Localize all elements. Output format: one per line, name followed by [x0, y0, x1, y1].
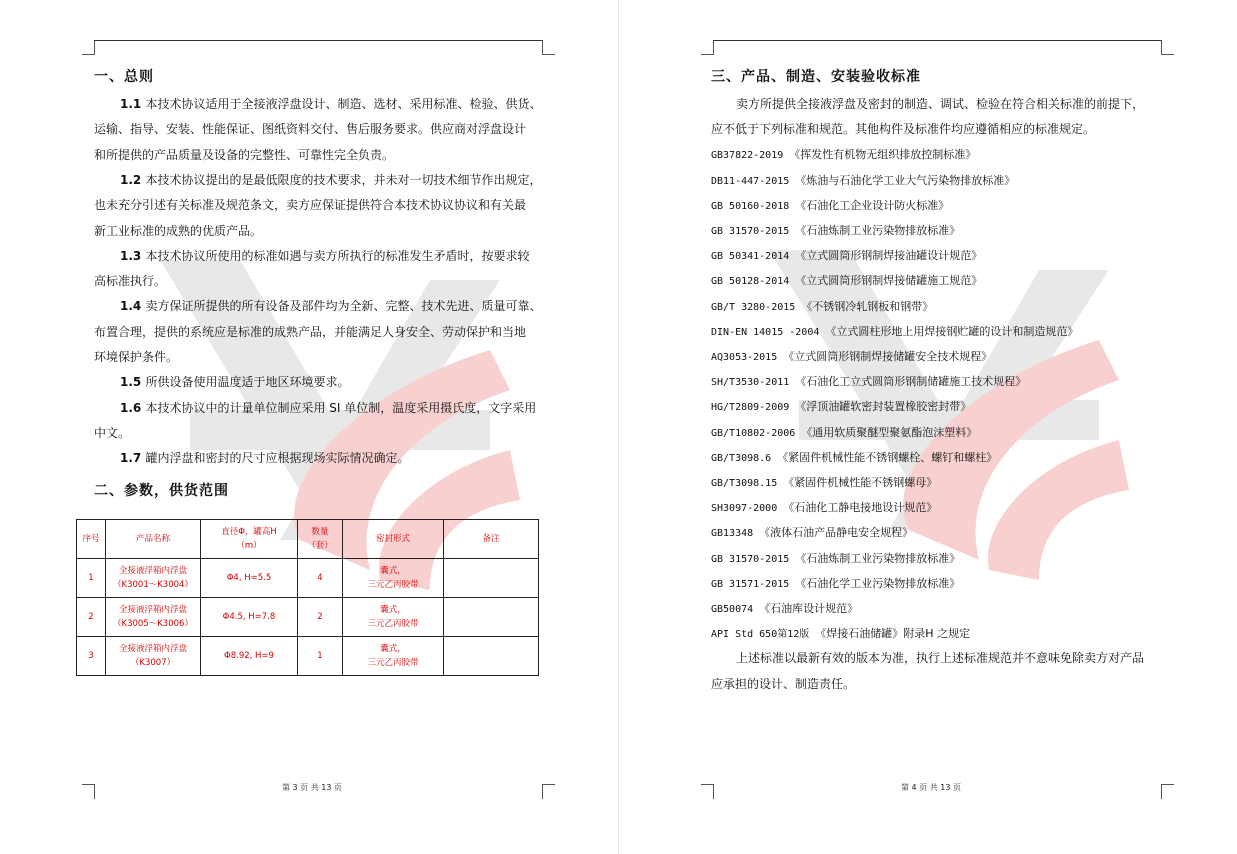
standard-title: 《石油炼制工业污染物排放标准》: [795, 224, 961, 237]
cell-text: 囊式，: [380, 566, 406, 576]
crop-mark-top-right: [1161, 40, 1174, 55]
paragraph-line: [120, 168, 541, 193]
paragraph-line: 卖方所提供全接液浮盘及密封的制造、调试、检验在符合相关标准的前提下，: [736, 97, 1145, 111]
paragraph-text: 布置合理，提供的系统应是标准的成熟产品，并能满足人身安全、劳动保护和当地: [94, 324, 527, 339]
paragraph-number: 1.3: [120, 248, 146, 263]
standard-title: 《焊接石油储罐》附录H 之规定: [815, 627, 971, 641]
standard-item: [711, 243, 982, 269]
header-rule: [94, 40, 542, 41]
cell-text: 直径Φ，罐高H: [221, 527, 277, 537]
paragraph-text: 和所提供的产品质量及设备的完整性、可靠性完全负责。: [94, 147, 395, 162]
paragraph-number: 1.7: [120, 451, 146, 466]
paragraph-line: [120, 396, 536, 421]
standard-code: GB 31571-2015: [711, 578, 796, 590]
standard-code: GB37822-2019: [711, 150, 790, 162]
standard-item: [711, 319, 1078, 345]
paragraph-text: 本技术协议中的计量单位制应采用 SI 单位制，温度采用摄氏度，文字采用: [145, 400, 537, 415]
paragraph-line: [94, 117, 526, 142]
table-row: [77, 559, 539, 598]
section-heading-1: 一、总则: [94, 69, 154, 85]
table-cell: [106, 598, 201, 637]
table-row: [77, 598, 539, 637]
standard-code: GB13348: [711, 528, 760, 540]
cell-text: （K3001～K3004）: [113, 580, 193, 590]
cell-text: 密封形式: [375, 534, 410, 544]
standard-item: [711, 571, 960, 597]
cell-text: 三元乙丙胶带: [367, 658, 419, 668]
paragraph-line: [120, 294, 541, 319]
standard-code: HG/T2809-2009: [711, 402, 796, 414]
table-row: [77, 637, 539, 676]
table-cell: [343, 637, 444, 676]
table-cell: [201, 559, 298, 598]
standard-item: [711, 420, 977, 446]
cell-text: 三元乙丙胶带: [367, 580, 419, 590]
supply-scope-table: [76, 519, 539, 676]
paragraph-line: [120, 92, 541, 117]
table-cell: [106, 637, 201, 676]
standard-title: 《立式圆筒形钢制焊接油罐设计规范》: [795, 249, 983, 263]
paragraph-text: 运输、指导、安装、性能保证、图纸资料交付、售后服务要求。供应商对浮盘设计: [94, 122, 527, 137]
table-header-cell: [106, 520, 201, 559]
table-cell: [106, 559, 201, 598]
standard-item: [711, 344, 992, 370]
paragraph-line: [120, 244, 529, 269]
paragraph-number: 1.5: [120, 375, 146, 390]
table-cell: [201, 637, 298, 676]
standard-item: [711, 168, 1015, 194]
table-cell: [298, 637, 343, 676]
standard-title: 《立式圆筒形钢制焊接储罐施工规范》: [795, 274, 983, 288]
cell-text: 2: [317, 612, 323, 622]
standard-code: GB 50160-2018: [711, 200, 796, 212]
table-cell: [343, 559, 444, 598]
table-header-cell: [201, 520, 298, 559]
paragraph-line: [94, 143, 394, 168]
standard-code: GB/T10802-2006: [711, 427, 802, 439]
cell-text: 序号: [82, 534, 100, 544]
crop-mark-bottom-right: [1161, 784, 1174, 799]
crop-mark-top-left: [701, 40, 714, 55]
cell-text: 产品名称: [135, 534, 170, 544]
table-cell: [444, 559, 539, 598]
cell-text: （套）: [307, 541, 333, 551]
standard-title: 《石油化工静电接地设计规范》: [783, 501, 938, 515]
table-cell: [298, 559, 343, 598]
standard-item: [711, 294, 933, 320]
standard-title: 《石油化工立式圆筒形钢制储罐施工技术规程》: [795, 375, 1027, 389]
standard-code: GB 31570-2015: [711, 226, 796, 237]
paragraph-line: 上述标准以最新有效的版本为准，执行上述标准规范并不意味免除卖方对产品: [736, 651, 1145, 666]
standard-title: 《石油炼制工业污染物排放标准》: [795, 551, 961, 565]
standard-item: [711, 520, 913, 546]
cell-text: 囊式，: [380, 605, 406, 615]
paragraph-text: 也未充分引述有关标准及规范条文，卖方应保证提供符合本技术协议协议和有关最: [94, 198, 527, 213]
section-heading-3: 三、产品、制造、安装验收标准: [711, 69, 921, 85]
standard-item: [711, 470, 937, 496]
standard-title: 《液体石油产品静电安全规程》: [759, 526, 914, 540]
cell-text: 囊式，: [380, 644, 406, 654]
header-rule: [713, 40, 1161, 41]
standard-title: 《立式圆柱形地上用焊接钢贮罐的设计和制造规范》: [825, 324, 1079, 338]
paragraph-text: 高标准执行。: [94, 274, 167, 289]
table-cell: [343, 598, 444, 637]
table-cell: [77, 637, 106, 676]
paragraph-text: 新工业标准的成熟的优质产品。: [94, 223, 263, 238]
standard-code: GB/T 3280-2015: [711, 301, 802, 313]
paragraph-text: 罐内浮盘和密封的尺寸应根据现场实际情况确定。: [145, 451, 410, 466]
standard-code: DB11-447-2015: [711, 175, 796, 187]
paragraph-text: 所供设备使用温度适于地区环境要求。: [145, 375, 350, 390]
standard-title: 《浮顶油罐软密封装置橡胶密封带》: [795, 400, 972, 414]
standard-title: 《石油化学工业污染物排放标准》: [795, 576, 961, 590]
table-cell: [77, 559, 106, 598]
table-cell: [201, 598, 298, 637]
standard-code: API Std 650第12版: [711, 629, 816, 641]
paragraph-line: [94, 269, 166, 294]
table-header-cell: [298, 520, 343, 559]
cell-text: 3: [88, 651, 94, 661]
standard-item: [711, 621, 970, 647]
standard-item: [711, 394, 971, 420]
cell-text: 4: [317, 573, 323, 583]
paragraph-line: [94, 421, 130, 446]
standard-title: 《炼油与石油化学工业大气污染物排放标准》: [795, 173, 1016, 187]
standard-title: 《紧固件机械性能不锈钢螺母》: [783, 476, 938, 489]
cell-text: （K3005～K3006）: [113, 619, 193, 629]
paragraph-text: 本技术协议提出的是最低限度的技术要求，并未对一切技术细节作出规定，: [145, 172, 542, 187]
standard-title: 《立式圆筒形钢制焊接储罐安全技术规程》: [783, 350, 993, 363]
table-cell: [77, 598, 106, 637]
standard-code: AQ3053-2015: [711, 352, 784, 363]
paragraph-text: 本技术协议适用于全接液浮盘设计、制造、选材、采用标准、检验、供货、: [145, 97, 542, 111]
standard-title: 《石油库设计规范》: [759, 602, 859, 615]
paragraph-line: 应承担的设计、制造责任。: [711, 676, 856, 691]
table-header-cell: [343, 520, 444, 559]
cell-text: 1: [317, 651, 323, 661]
table-cell: [444, 598, 539, 637]
cell-text: 1: [88, 573, 94, 583]
standard-item: [711, 546, 960, 572]
standard-item: [711, 142, 976, 168]
standard-item: [711, 193, 949, 219]
cell-text: （K3007）: [130, 658, 176, 668]
crop-mark-bottom-left: [701, 784, 714, 799]
standard-title: 《通用软质聚醚型聚氨酯泡沫塑料》: [801, 425, 978, 439]
page-footer: 第 3 页 共 13 页: [282, 783, 342, 792]
crop-mark-top-left: [82, 40, 95, 55]
paragraph-number: 1.4: [120, 299, 146, 314]
paragraph-number: 1.2: [120, 172, 146, 187]
cell-text: Φ4, H=5.5: [226, 573, 272, 583]
table-header-cell: [77, 520, 106, 559]
paragraph-line: [120, 446, 409, 471]
table-header-row: [77, 520, 539, 559]
standard-item: [711, 596, 858, 622]
crop-mark-bottom-left: [82, 784, 95, 799]
standard-item: [711, 445, 997, 471]
table-cell: [298, 598, 343, 637]
section-heading-2: 二、参数，供货范围: [94, 483, 229, 499]
paragraph-line: [94, 193, 526, 218]
cell-text: 数量: [311, 527, 329, 537]
paragraph-line: [94, 320, 526, 345]
standard-code: SH3097-2000: [711, 503, 784, 515]
document-page-4: [619, 0, 1237, 854]
standard-code: DIN-EN 14015 -2004: [711, 326, 826, 338]
standard-item: [711, 369, 1026, 395]
standard-code: GB/T3098.6: [711, 452, 778, 464]
cell-text: 全接液浮箱内浮盘: [118, 605, 187, 615]
cell-text: 备注: [482, 534, 500, 544]
paragraph-text: 中文。: [94, 425, 131, 440]
standard-item: [711, 268, 982, 294]
cell-text: 2: [88, 612, 94, 622]
paragraph-text: 本技术协议所使用的标准如遇与卖方所执行的标准发生矛盾时，按要求较: [145, 248, 530, 263]
paragraph-number: 1.6: [120, 400, 146, 415]
standard-title: 《不锈钢冷轧钢板和钢带》: [801, 299, 934, 313]
standard-code: GB 31570-2015: [711, 553, 796, 565]
table-cell: [444, 637, 539, 676]
standard-title: 《挥发性有机物无组织排放控制标准》: [789, 148, 977, 162]
paragraph-text: 环境保护条件。: [94, 350, 179, 364]
cell-text: 全接液浮箱内浮盘: [118, 566, 187, 576]
standard-code: SH/T3530-2011: [711, 377, 796, 389]
standard-code: GB50074: [711, 604, 760, 615]
page-footer: 第 4 页 共 13 页: [901, 783, 961, 792]
crop-mark-top-right: [542, 40, 555, 55]
document-page-3: [0, 0, 618, 854]
paragraph-line: [94, 219, 262, 244]
standard-code: GB 50341-2014: [711, 251, 796, 263]
standard-title: 《紧固件机械性能不锈钢螺栓、螺钉和螺柱》: [777, 450, 998, 464]
table-header-cell: [444, 520, 539, 559]
cell-text: （m）: [236, 541, 262, 551]
crop-mark-bottom-right: [542, 784, 555, 799]
standard-code: GB/T3098.15: [711, 478, 784, 489]
paragraph-text: 卖方保证所提供的所有设备及部件均为全新、完整、技术先进、质量可靠、: [145, 299, 542, 314]
cell-text: Φ4.5, H=7.8: [222, 612, 276, 622]
standard-item: [711, 218, 960, 244]
cell-text: Φ8.92, H=9: [224, 651, 274, 661]
paragraph-line: [94, 345, 178, 370]
standard-code: GB 50128-2014: [711, 276, 796, 288]
paragraph-line: 应不低于下列标准和规范。其他构件及标准件均应遵循相应的标准规定。: [711, 122, 1096, 137]
paragraph-number: 1.1: [120, 97, 146, 111]
standard-title: 《石油化工企业设计防火标准》: [795, 198, 950, 212]
cell-text: 全接液浮箱内浮盘: [118, 644, 187, 654]
paragraph-line: [120, 370, 349, 395]
standard-item: [711, 495, 937, 521]
cell-text: 三元乙丙胶带: [367, 619, 419, 629]
